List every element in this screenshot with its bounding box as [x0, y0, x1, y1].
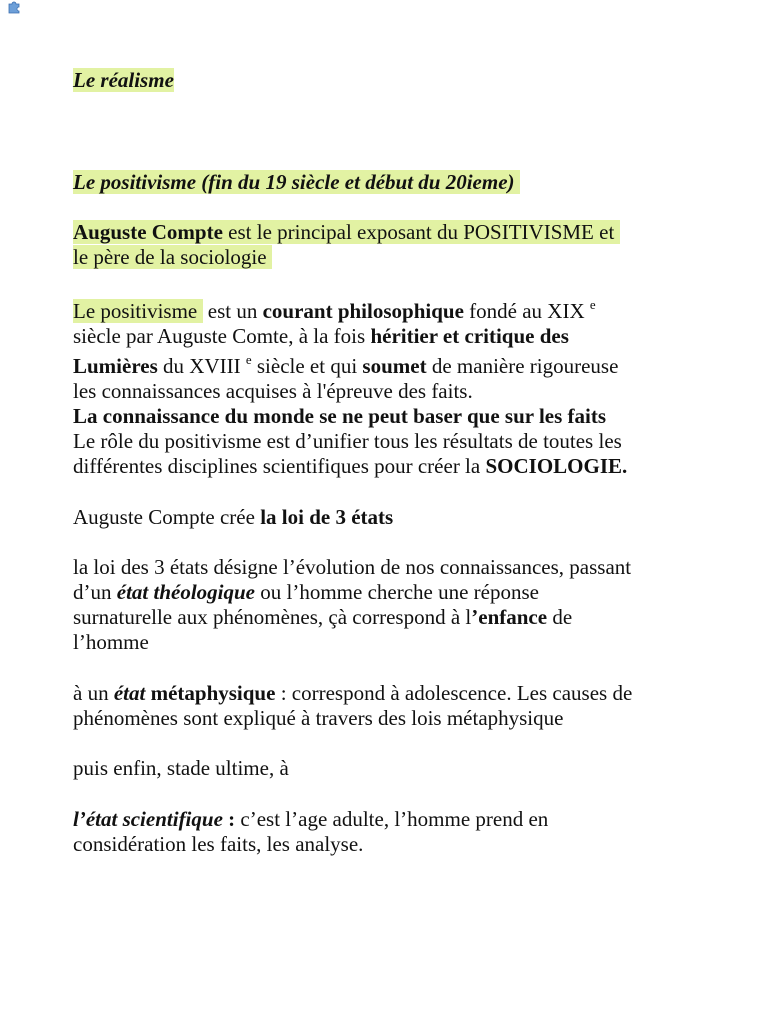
heading-positivisme: Le positivisme (fin du 19 siècle et début du 20ieme) — [73, 170, 693, 195]
paragraph-loi-3-etats: Auguste Compte crée la loi de 3 états — [73, 505, 394, 529]
paragraph-auguste-compte: Auguste Compte est le principal exposant du POSITIVISME et le père de la sociologie — [73, 220, 693, 270]
paragraph-etat-metaphysique: à un état métaphysique : correspond à adolescence. Les causes de phénomènes sont expliqué à travers des lois métaphysique — [73, 681, 633, 730]
paragraph-positivisme-cont: Lumières du XVIII $^e$ siècle et qui soumet de manière rigoureuse les connaissances acquises à l'épreuve des faits. La connaissance du monde se ne peut baser que sur les faits Le rôle du positivisme est d’unifier tous les résultats de toutes les différentes disciplines scientifiques pour créer la SOCIOLOGIE. — [73, 352, 628, 478]
heading-realisme: Le réalisme — [73, 68, 174, 92]
paragraph-stade-ultime: puis enfin, stade ultime, à — [73, 756, 289, 780]
paragraph-etat-theologique: la loi des 3 états désigne l’évolution de nos connaissances, passant d’un état théologique ou l’homme cherche une réponse surnaturelle aux phénomènes, çà correspond à l’enfance de l’homme — [73, 555, 632, 654]
puzzle-icon — [7, 0, 21, 14]
paragraph-positivisme: Le positivisme est un courant philosophique fondé au XIX $^e$ siècle par Auguste Comte, à la fois héritier et critique des — [73, 297, 596, 348]
paragraph-etat-scientifique: l’état scientifique : c’est l’age adulte, l’homme prend en considération les faits, les analyse. — [73, 807, 549, 856]
